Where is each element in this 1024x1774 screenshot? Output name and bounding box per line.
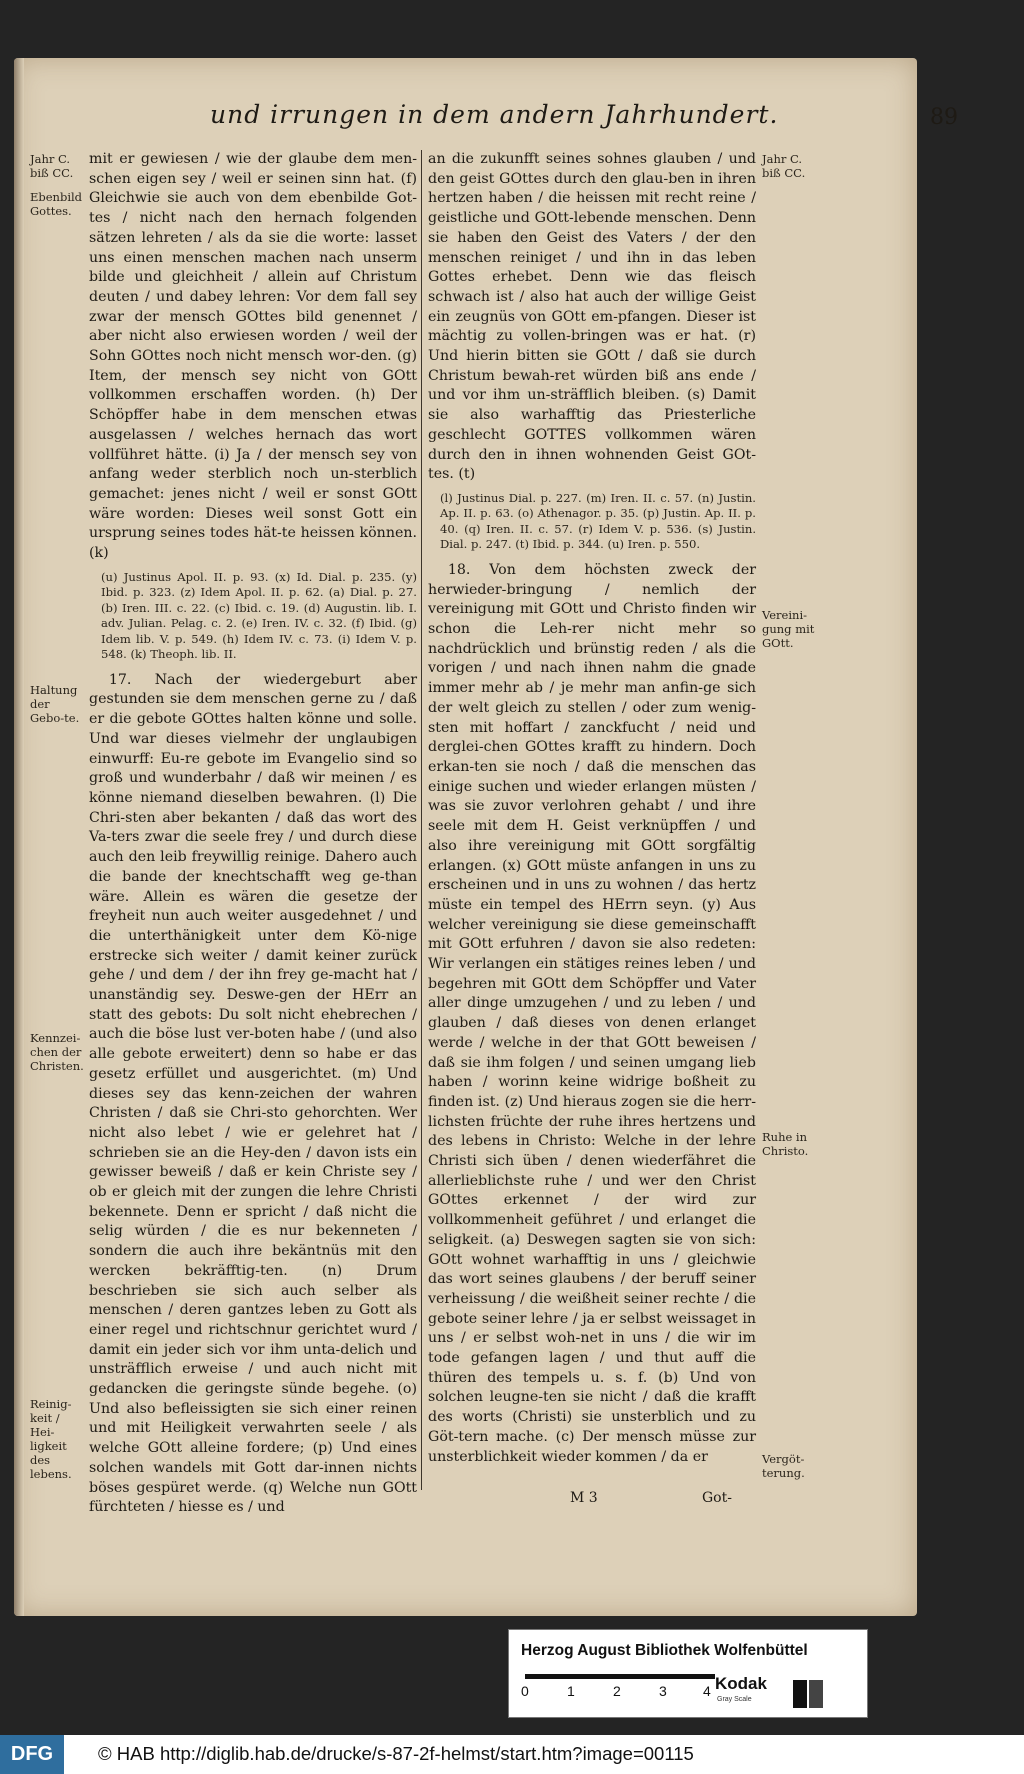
margin-note-year-left: Jahr C. biß CC. <box>30 152 74 180</box>
paragraph: 17. Nach der wiedergeburt aber gestunden sie dem menschen gerne zu / daß er die gebote GOttes halten könne und solle. Und war dieses vielmehr der unglaubigen einwurff: Eu-re gebote im Evangelio sind so groß und wunderbahr / daß wir meinen / es könne niemand dieselben bewahren. (l) Die Chri-sten aber bekanten / daß das wort des Va-ters zwar die seele frey / und durch diese auch den leib freywillig reinige. Dahero auch die bande der knechtschafft weg ge-than wäre. Allein es wären die gesetze der freyheit nun auch weiter ausgedehnet / und die unterthänigkeit unter dem Kö-nige erstrecke sich weiter / damit keiner zurück gehe / und dem / der ihn frey ge-macht hat / unanständig sey. Deswe-gen der HErr an statt des gebots: Du solt nicht ehebrechen / auch die böse lust ver-boten habe / (und also alle gebote erweitert) denn so habe er das gesetz erfüllet und ausgerichtet. (m) Und dieses sey das kenn-zeichen der wahren Christen / daß sie Chri-sto gehorchten. Wer nicht also lebet / wie er gelehret hat / schrieben sie an die Hey-den / davon ists ein gewisser beweiß / daß er kein Christe sey / ob er gleich mit der zungen die lehre Christi bekennete. Denn er spricht / daß nicht die selig würden / die es nur bekenneten / sondern die auch ihre bekäntnüs mit den wercken bekräfftig-ten. (n) Drum beschrieben sie sich auch selber als menschen / deren gantzes leben zu Gott als einer regel und richtschnur gerichtet wurd / damit ein jeder sich vor ihm unta-delich und unsträfflich erweise / und auch nicht mit gedancken die geringste sünde begehe. (o) Und also befleissigten sie sich einer reinen und mit Heiligkeit verwahrten seele / als welche GOtt alleine fordere; (p) Und eines solchen wandels mit Gott dar-innen nichts böses gespüret werde. (q) Welche nun GOtt fürchteten / hiesse es / und <box>89 671 417 1516</box>
margin-note-ruhe: Ruhe in Christo. <box>762 1130 809 1158</box>
column-divider <box>421 150 422 1490</box>
margin-note-ebenbild: Ebenbild Gottes. <box>30 190 83 218</box>
running-head: und irrungen in dem andern Jahrhundert. <box>210 100 779 129</box>
scale-tick-label: 2 <box>613 1683 621 1699</box>
scale-tick-label: 4 <box>703 1683 711 1699</box>
margin-note-year-right: Jahr C. biß CC. <box>762 152 806 180</box>
signature-mark: M 3 <box>570 1490 598 1506</box>
library-name: Herzog August Bibliothek Wolfenbüttel <box>521 1642 808 1659</box>
kodak-logo: Kodak <box>715 1674 767 1693</box>
left-column <box>89 150 417 1516</box>
margin-note-reinigkeit: Reinig-keit / Hei-ligkeit des lebens. <box>30 1397 72 1481</box>
paragraph: 18. Von dem höchsten zweck der herwieder-bringung / nemlich der vereinigung mit GOtt und Christo finden wir schon die Leh-rer nicht mehr so nachdrücklich und brünstig reden / als die vorigen / und nach ihnen nahm die gnade immer mehr ab / je mehr man anfin-ge sich der welt gleich zu stellen / oder zum wenig-sten mit hoffart / zanckfucht / neid und derglei-chen GOttes krafft zu hindern. Doch erkan-ten sie noch / daß die menschen das einige suchen und wieder erlangen müsten / was sie zuvor verlohren gehabt / und ihre seele mit dem H. Geist verknüpffen / und also ihre vereinigung mit GOtt sorgfältig erlangen. (x) GOtt müste anfangen in uns zu erscheinen und in uns zu wohnen / das hertz müste ein tempel des HErrn seyn. (y) Aus welcher vereinigung sie diese gemeinschafft mit GOtt erfuhren / davon sie also redeten: Wir verlangen ein stätiges reines leben / und begehren mit GOtt dem Schöpffer und Vater aller dinge umzugehen / und zu leben / und glauben / daß dieses von denen erlanget werde / welche in der that GOtt beweisen / daß sie ihm folgen / und seinen umgang lieb haben / worinn keine widrige boßheit zu finden ist. (z) Und hieraus zogen sie die herr-lichsten früchte der ruhe ihres hertzens und des lebens in Christo: Welche in der lehre Christi sich üben / denen wiederfähret die allerlieblichste ruhe / und wer den Christ GOttes erkennet / der wird zur vollkommenheit geführet / und erlanget die seligkeit. (a) Deswegen sagten sie von sich: GOtt wohnet warhafftig in uns / gleichwie das wort seines glaubens / der beruff seiner verheissung / die weißheit seiner rechte / die gebote seiner lehre / ja er selbst weissaget in uns / er selbst woh-net in uns / die wir im tode gefangen lagen / und thut auff die thüren des tempels u. s. f. (b) Und von solchen leugne-ten sie nicht / daß die krafft des worts (Christi) sie unsterblich und zu Göt-tern mache. (c) Der mensch müsse zur unsterblichkeit wieder kommen / da er <box>428 561 756 1465</box>
dfg-logo: DFG <box>0 1735 64 1774</box>
scale-bar <box>525 1674 715 1679</box>
margin-note-haltung: Haltung der Gebo-te. <box>30 683 80 725</box>
margin-note-vereinigung: Vereini-gung mit GOtt. <box>762 608 815 650</box>
library-stamp <box>508 1629 868 1718</box>
footnotes: (u) Justinus Apol. II. p. 93. (x) Id. Dial. p. 235. (y) Ibid. p. 323. (z) Idem Apol. II. p. 62. (a) Dial. p. 27. (b) Iren. III. c. 22. (c) Ibid. c. 19. (d) Augustin. lib. I. adv. Julian. Pelag. c. 2. (e) Iren. IV. c. 32. (f) Ibid. (g) Idem lib. V. p. 549. (h) Idem IV. c. 73. (i) Idem V. p. 548. (k) Theoph. lib. II. <box>101 569 417 662</box>
kodak-gray-scale: Gray Scale <box>717 1696 752 1703</box>
margin-note-vergoetterung: Vergöt-terung. <box>762 1452 805 1480</box>
page-number: 89 <box>930 105 958 130</box>
scale-ruler <box>517 1674 717 1706</box>
footer-credit-link[interactable]: © HAB http://diglib.hab.de/drucke/s-87-2f-helmst/start.htm?image=00115 <box>98 1743 694 1764</box>
footer <box>0 1735 1024 1774</box>
paragraph: mit er gewiesen / wie der glaube dem men-schen eigen sey / weil er seinen sinn hat. (f) Gleichwie sie auch von dem ebenbilde Got-tes / nicht nach den hernach folgenden sätzen lehreten / als da sie die worte: lasset uns einen menschen machen nach unserm bilde und gleichheit / allein auf Christum deuten / und dabey lehren: Vor dem fall sey zwar der mensch GOttes bild genennet / aber nicht also erwiesen worden / weil der Sohn GOttes noch nicht mensch wor-den. (g) Item, der mensch sey nicht von GOtt vollkommen erschaffen worden. (h) Der Schöpffer habe in dem menschen etwas ausgelassen / welches hernach das wort vollführet hätte. (i) Ja / der mensch sey von anfang weder sterblich noch un-sterblich gemachet: jenes nicht / weil er sonst GOtt wäre worden: Dieses weil sonst Gott ein ursprung seines todes hät-te heissen können. (k) <box>89 151 417 562</box>
margin-note-kennzeichen: Kennzei-chen der Christen. <box>30 1031 84 1073</box>
catchword: Got- <box>702 1490 732 1506</box>
paragraph: an die zukunfft seines sohnes glauben / und den geist GOttes durch den glau-ben in ihren hertzen haben / die heissen mit recht reine / geistliche und GOtt-lebende menschen. Denn sie haben den Geist des Vaters / der den menschen reiniget / und ihn in das leben Gottes erhebet. Denn wie das fleisch schwach ist / also hat auch der willige Geist ein zeugnüs von GOtt em-pfangen. Dieser ist mächtig zu vollen-bringen was er hat. (r) Und hierin bitten sie GOtt / daß sie durch Christum bewah-ret würden biß ans ende / und vor ihm un-sträfflich bleiben. (s) Damit sie also warhafftig das Priesterliche geschlecht GOTTES vollkommen wären durch den in ihnen wohnenden Geist GOt-tes. (t) <box>428 151 756 483</box>
gray-patch <box>793 1680 807 1708</box>
scale-tick-label: 1 <box>567 1683 575 1699</box>
gray-patch <box>809 1680 823 1708</box>
right-column <box>428 150 756 1490</box>
scale-tick-label: 3 <box>659 1683 667 1699</box>
scale-tick-label: 0 <box>521 1683 529 1699</box>
footnotes: (l) Justinus Dial. p. 227. (m) Iren. II. c. 57. (n) Justin. Ap. II. p. 63. (o) Athenagor. p. 35. (p) Justin. Ap. II. p. 40. (q) Iren. II. c. 57. (r) Idem V. p. 536. (s) Justin. Dial. p. 247. (t) Ibid. p. 344. (u) Iren. p. 550. <box>440 490 756 552</box>
